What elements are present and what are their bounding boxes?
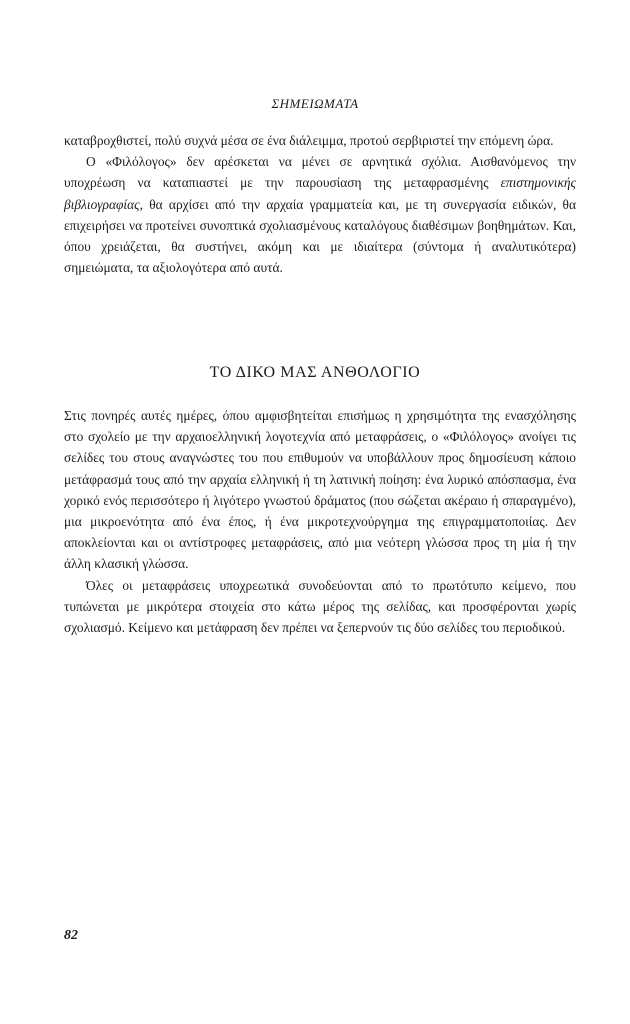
paragraph-translation-rules: Όλες οι μεταφράσεις υποχρεωτικά συνοδεύονται από το πρωτότυπο κείμενο, που τυπώνεται με μικρότερα στοιχεία στο κάτω μέρος της σελίδας, και προσφέρονται χωρίς σχολιασμό. Κείμενο και μετάφραση δεν πρέπει να ξεπερνούν τις δύο σελίδες του περιοδικού.: [64, 577, 576, 636]
intro-text-block: [64, 130, 576, 278]
paragraph-philologos-bibliography: [64, 151, 576, 278]
section-title: ΤΟ ΔΙΚΟ ΜΑΣ ΑΝΘΟΛΟΓΙΟ: [209, 364, 421, 381]
running-head: ΣΗΜΕΙΩΜΑΤΑ: [271, 96, 359, 111]
anthology-text-block: [64, 405, 576, 638]
paragraph-anthology-invitation: Στις πονηρές αυτές ημέρες, όπου αμφισβητείται επισήμως η χρησιμότητα της ενασχόλησης στο σχολείο με την αρχαιοελληνική λογοτεχνία από μεταφράσεις, ο «Φιλόλογος» ανοίγει τις σελίδες του στους αναγνώστες του που επιθυμούν να υποβάλλουν προς δημοσίευση κάποιο μετάφρασμά τους από την αρχαία ελληνική ή τη λατινική ποίηση: ένα λυρικό απόσπασμα, ένα χορικό ενός περισσότερο ή λιγότερο γνωστού δράματος (που σώζεται ακέραιο ή σπαραγμένο), μια μικροενότητα από ένα έπος, ή ένα μικροτεχνούργημα της επιγραμματοποιίας. Δεν αποκλείονται και οι αντίστροφες μεταφράσεις, από μια νεότερη γλώσσα προς τη μία ή την άλλη κλασική γλώσσα.: [64, 408, 576, 572]
paragraph-continuation: καταβροχθιστεί, πολύ συχνά μέσα σε ένα διάλειμμα, προτού σερβιριστεί την επόμενη ώρα.: [64, 133, 554, 148]
page-number: 82: [64, 928, 78, 943]
emphasis-scientific-bibliography: επιστημονικής βιβλιογραφίας: [64, 175, 576, 212]
paragraph-text-end: , θα αρχίσει από την αρχαία γραμματεία και, με τη συνεργασία ειδικών, θα επιχειρήσει να προτείνει συνοπτικά σχολιασμένους καταλόγους διαθέσιμων βοηθημάτων. Και, όπου χρειάζεται, θα συστήνει, ακόμη και με ιδιαίτερα (σύντομα ή αναλυτικότερα) σημειώματα, τα αξιολογότερα από αυτά.: [64, 196, 576, 276]
paragraph-text-start: Ο «Φιλόλογος» δεν αρέσκεται να μένει σε αρνητικά σχόλια. Αισθανόμενος την υποχρέωση να καταπιαστεί με την παρουσίαση της μεταφρασμένης: [64, 154, 576, 191]
